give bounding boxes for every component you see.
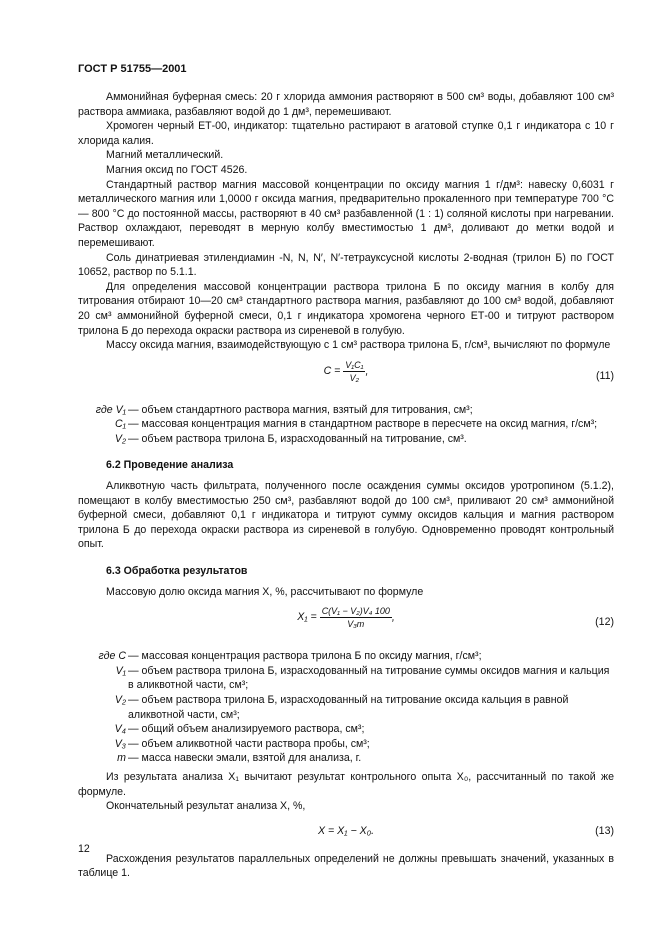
formula-lhs: C = <box>323 364 341 377</box>
variable-description: — объем раствора трилона Б, израсходованный на титрование суммы оксидов магния и кальция в аликвотной части, см³; <box>128 664 610 692</box>
variable-description: — общий объем анализируемого раствора, см³; <box>128 723 365 736</box>
formula-number: (11) <box>595 369 614 382</box>
paragraph: Аммонийная буферная смесь: 20 г хлорида аммония растворяют в 500 см³ воды, добавляют 100 см³ раствора аммиака, разбавляют водой до 1 дм³, перемешивают. <box>78 91 614 118</box>
variable: C₁ <box>115 418 126 431</box>
document-body <box>78 90 614 881</box>
numerator: C(V₁ − V₂)V₄ 100 <box>321 606 390 617</box>
denominator: V₂ <box>349 372 360 383</box>
section-heading: 6.2 Проведение анализа <box>106 459 234 472</box>
fraction <box>320 605 392 630</box>
variable-description: — объем аликвотной части раствора пробы, см³; <box>128 737 370 750</box>
variable-description: — массовая концентрация раствора трилона Б по оксиду магния, г/см³; <box>128 650 482 663</box>
paragraph: Из результата анализа X₁ вычитают результат контрольного опыта X₀, рассчитанный по такой же формуле. <box>78 770 614 798</box>
paragraph: Расхождения результатов параллельных определений не должны превышать значений, указанных в таблице 1. <box>78 852 614 880</box>
variable: где V₁ <box>95 403 126 416</box>
formula-11 <box>78 359 614 397</box>
variable-description: — масса навески эмали, взятой для анализа, г. <box>128 752 362 765</box>
page-number: 12 <box>78 843 90 855</box>
formula-number: (12) <box>595 616 614 629</box>
variable: V₁ <box>115 664 126 677</box>
paragraph: Стандартный раствор магния массовой концентрации по оксиду магния 1 г/дм³: навеску 0,6031 г металлического магния или 1,0000 г оксида магния, предварительно прокаленного при температуре 700 °С — 800 °С до постоянной массы, растворяют в 40 см³ разбавленной (1 : 1) соляной кислоты при нагревании. Раствор охлаждают, переводят в мерную колбу вместимостью 1 дм³, доливают до метки водой и перемешивают. <box>78 178 614 249</box>
variable-description: — объем раствора трилона Б, израсходованный на титрование, см³. <box>128 432 467 445</box>
variable: m <box>117 752 126 765</box>
variable-description: — массовая концентрация магния в стандартном растворе в пересчете на оксид магния, г/см³; <box>128 418 598 431</box>
where-list-11 <box>78 403 614 447</box>
variable-description: — объем раствора трилона Б, израсходованный на титрование оксида кальция в равной аликвотной части, см³; <box>128 694 569 721</box>
paragraph: Для определения массовой концентрации раствора трилона Б по оксиду магния в колбу для титрования отбирают 10—20 см³ стандартного раствора магния, разбавляют до 100 см³ водой, добавляют 20 см³ аммонийной буферной смеси, 0,1 г индикатора хромогена черного ЕТ-00 и титруют раствором трилона Б до перехода окраски раствора из сиреневой в голубую. <box>78 280 614 337</box>
formula-number: (13) <box>595 824 614 837</box>
formula-lhs: X₁ = <box>297 611 317 624</box>
variable-description: — объем стандартного раствора магния, взятый для титрования, см³; <box>128 403 473 416</box>
paragraph: Окончательный результат анализа X, %, <box>106 800 306 813</box>
formula-expression: X = X₁ − X₀. <box>317 824 375 837</box>
where-list-12 <box>78 649 614 766</box>
paragraph: Магний металлический. <box>106 149 224 162</box>
variable: где C <box>98 650 126 663</box>
formula-13 <box>78 820 614 846</box>
formula-tail: , <box>365 364 369 377</box>
paragraph: Аликвотную часть фильтрата, полученного после осаждения суммы оксидов уротропином (5.1.2), помещают в колбу вместимостью 250 см³, разбавляют водой до 100 см³, приливают 20 см³ аммонийной буферной смеси, добавляют 0,1 г индикатора и титруют сумму оксидов кальция и магния раствором трилона Б до перехода окраски раствора из сиреневой в голубую. Одновременно проводят контрольный опыт. <box>78 480 614 551</box>
fraction <box>343 359 365 384</box>
section-heading: 6.3 Обработка результатов <box>106 565 248 578</box>
numerator: V₁C₁ <box>345 359 364 370</box>
variable: V₂ <box>114 694 126 706</box>
paragraph: Соль динатриевая этилендиамин -N, N, N′, N′-тетрауксусной кислоты 2-водная (трилон Б) по ГОСТ 10652, раствор по 5.1.1. <box>78 251 614 279</box>
paragraph: Массу оксида магния, взаимодействующую с 1 см³ раствора трилона Б, г/см³, вычисляют по формуле <box>106 339 611 352</box>
variable: V₂ <box>114 432 126 445</box>
paragraph: Массовую долю оксида магния X, %, рассчитывают по формуле <box>106 585 424 598</box>
paragraph: Магния оксид по ГОСТ 4526. <box>106 163 248 176</box>
variable: V₄ <box>114 723 126 736</box>
formula-tail: , <box>391 611 395 624</box>
paragraph: Хромоген черный ЕТ-00, индикатор: тщательно растирают в агатовой ступке 0,1 г индикатора с 10 г хлорида калия. <box>78 120 614 147</box>
document-header: ГОСТ Р 51755—2001 <box>78 63 187 75</box>
denominator: V₃m <box>347 619 365 630</box>
formula-12 <box>78 605 614 643</box>
variable: V₃ <box>114 737 126 750</box>
